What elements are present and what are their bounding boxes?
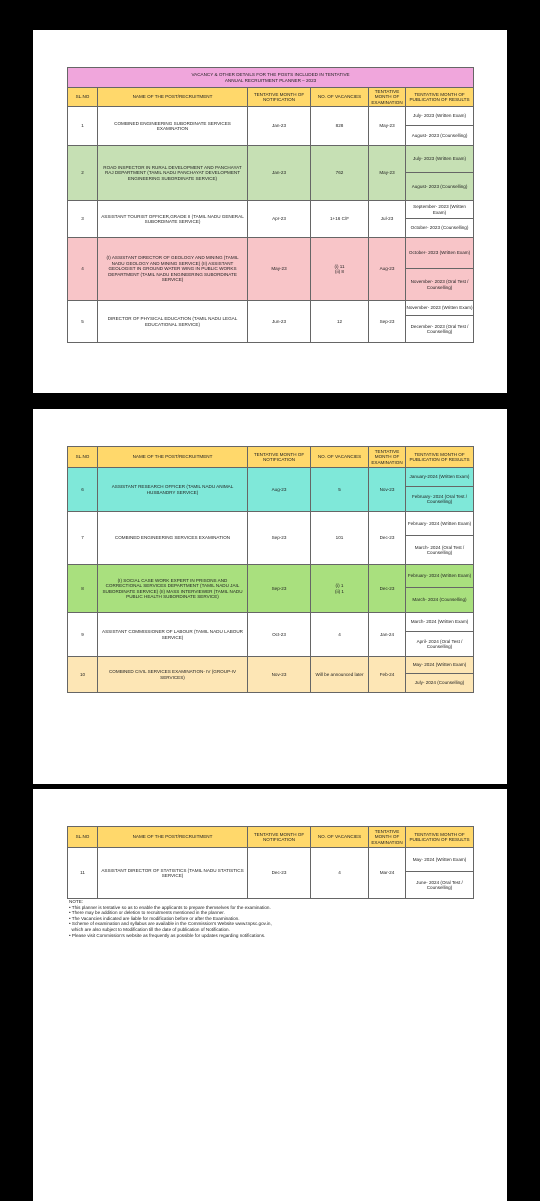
header-results: TENTATIVE MONTH OF PUBLICATION OF RESULTS	[406, 447, 474, 468]
result-counselling: August- 2023 (Counselling)	[411, 183, 468, 189]
row-slno: 4	[68, 238, 98, 301]
row-notification: Jan-23	[248, 107, 311, 146]
header-post: NAME OF THE POST/RECRUITMENT	[98, 447, 248, 468]
row-exam: Sep-23	[369, 301, 406, 343]
header-exam: TENTATIVE MONTH OF EXAMINATION	[369, 88, 406, 107]
note-item: which are also subject to Modification till the date of publication of Notification.	[69, 926, 230, 932]
row-slno: 3	[68, 201, 98, 238]
row-post: DIRECTOR OF PHYSICAL EDUCATION (TAMIL NADU LEGAL EDUCATIONAL SERVICE)	[98, 301, 248, 343]
row-results	[406, 301, 474, 343]
result-counselling: March- 2024 (Counselling)	[412, 597, 467, 603]
row-exam: Jan-24	[369, 613, 406, 657]
header-exam: TENTATIVE MONTH OF EXAMINATION	[369, 447, 406, 468]
table-row	[68, 613, 474, 657]
header-slno: SL.NO	[68, 88, 98, 107]
row-vacancies: 762	[311, 146, 369, 201]
header-slno: SL.NO	[68, 447, 98, 468]
result-written: May- 2024 (Written Exam)	[406, 848, 473, 872]
result-written: November- 2023 (Written Exam)	[406, 301, 473, 316]
row-vacancies: 4	[311, 848, 369, 899]
row-exam: Mar-24	[369, 848, 406, 899]
result-written: February- 2024 (Written Exam)	[406, 565, 473, 588]
table-row	[68, 848, 474, 899]
row-post: (I) ASSISTANT DIRECTOR OF GEOLOGY AND MINING (TAMIL NADU GEOLOGY AND MINING SERVICE) (II) ASSISTANT GEOLOGIST IN GROUND WATER WING IN PUBLIC WORKS DEPARTMENT (TAMIL NADU ENGINEERING SUBORDINATE SERVICE)	[98, 238, 248, 301]
row-vacancies: 5	[311, 468, 369, 512]
table-row	[68, 468, 474, 512]
row-post: COMBINED ENGINEERING SUBORDINATE SERVICES EXAMINATION	[98, 107, 248, 146]
table-header-row	[68, 827, 474, 848]
row-vacancies: (i) 1 (ii) 1	[311, 565, 369, 613]
row-notification: Apr-23	[248, 201, 311, 238]
row-notification: Jun-23	[248, 301, 311, 343]
note-item: • Scheme of examination and syllabus are available in the Commission's Website www.tnpsc.gov.in,	[69, 921, 272, 927]
row-notification: Jan-23	[248, 146, 311, 201]
row-slno: 7	[68, 512, 98, 565]
row-exam: Dec-23	[369, 512, 406, 565]
table-row	[68, 146, 474, 201]
row-notification: May-23	[248, 238, 311, 301]
row-notification: Sep-23	[248, 565, 311, 613]
notes-section	[69, 899, 489, 938]
row-notification: Oct-23	[248, 613, 311, 657]
recruitment-table-part-3	[67, 826, 474, 899]
result-counselling: October- 2023 (Counselling)	[410, 225, 469, 231]
header-exam: TENTATIVE MONTH OF EXAMINATION	[369, 827, 406, 848]
notes-title: NOTE:	[69, 899, 84, 904]
table-row	[68, 238, 474, 301]
note-item: • Please visit Commission's website as frequently as possible for updates regarding notifications.	[69, 932, 266, 938]
row-exam: Feb-24	[369, 657, 406, 693]
result-written: September- 2023 (Written Exam)	[406, 201, 473, 219]
document-page-3	[33, 789, 507, 1201]
row-slno: 2	[68, 146, 98, 201]
header-vacancies: NO. OF VACANCIES	[311, 827, 369, 848]
result-counselling: August- 2023 (Counselling)	[411, 132, 468, 138]
table-row	[68, 512, 474, 565]
row-slno: 6	[68, 468, 98, 512]
row-slno: 9	[68, 613, 98, 657]
row-results	[406, 613, 474, 657]
table-row	[68, 565, 474, 613]
row-post: ASSISTANT DIRECTOR OF STATISTICS (TAMIL NADU STATISTICS SERVICE)	[98, 848, 248, 899]
result-written: March- 2024 (Written Exam)	[406, 613, 473, 632]
row-vacancies: 828	[311, 107, 369, 146]
recruitment-table-part-1	[67, 67, 474, 343]
result-written: July- 2023 (Written Exam)	[406, 107, 473, 126]
header-post: NAME OF THE POST/RECRUITMENT	[98, 827, 248, 848]
recruitment-table-part-2	[67, 446, 474, 693]
header-vacancies: NO. OF VACANCIES	[311, 88, 369, 107]
row-vacancies: 101	[311, 512, 369, 565]
row-results	[406, 146, 474, 201]
row-exam: Jul-23	[369, 201, 406, 238]
result-oral-test: March- 2024 (Oral Test / Counselling)	[414, 544, 465, 555]
row-results	[406, 848, 474, 899]
row-notification: Nov-23	[248, 657, 311, 693]
header-slno: SL.NO	[68, 827, 98, 848]
result-oral-test: December- 2023 (Oral Test / Counselling)	[410, 323, 469, 334]
row-slno: 5	[68, 301, 98, 343]
row-exam: May-23	[369, 146, 406, 201]
row-vacancies: 12	[311, 301, 369, 343]
header-post: NAME OF THE POST/RECRUITMENT	[98, 88, 248, 107]
row-results	[406, 238, 474, 301]
row-exam: Nov-23	[369, 468, 406, 512]
table-header-row	[68, 88, 474, 107]
row-exam: Dec-23	[369, 565, 406, 613]
row-results	[406, 657, 474, 693]
row-vacancies: 1+16 C/F	[311, 201, 369, 238]
result-oral-test: February- 2024 (Oral Test / Counselling)	[411, 493, 468, 504]
row-notification: Sep-23	[248, 512, 311, 565]
document-page-2	[33, 409, 507, 784]
row-results	[406, 107, 474, 146]
row-post: COMBINED ENGINEERING SERVICES EXAMINATION	[98, 512, 248, 565]
result-oral-test: June- 2024 (Oral Test / Counselling)	[416, 879, 463, 890]
result-written: January-2024 (Written Exam)	[406, 468, 473, 487]
result-written: October- 2023 (Written Exam)	[406, 238, 473, 269]
header-results: TENTATIVE MONTH OF PUBLICATION OF RESULTS	[406, 827, 474, 848]
row-results	[406, 201, 474, 238]
result-written: May- 2024 (Written Exam)	[406, 657, 473, 674]
result-written: July- 2023 (Written Exam)	[406, 146, 473, 173]
header-notification: TENTATIVE MONTH OF NOTIFICATION	[248, 88, 311, 107]
row-post: ASSISTANT COMMISSIONER OF LABOUR (TAMIL NADU LABOUR SERVICE)	[98, 613, 248, 657]
row-exam: May-23	[369, 107, 406, 146]
note-item: • This planner is tentative so as to enable the applicants to prepare themselves for the examination.	[69, 904, 271, 910]
result-oral-test: November- 2023 (Oral Test / Counselling)	[410, 279, 469, 290]
header-notification: TENTATIVE MONTH OF NOTIFICATION	[248, 827, 311, 848]
row-results	[406, 565, 474, 613]
document-page-1	[33, 30, 507, 393]
row-results	[406, 468, 474, 512]
row-notification: Aug-23	[248, 468, 311, 512]
row-vacancies: Will be announced later	[311, 657, 369, 693]
result-counselling: July- 2024 (Counselling)	[414, 680, 465, 686]
header-results: TENTATIVE MONTH OF PUBLICATION OF RESULTS	[406, 88, 474, 107]
table-row	[68, 301, 474, 343]
row-slno: 10	[68, 657, 98, 693]
row-post: ASSISTANT TOURIST OFFICER,GRADE II (TAMIL NADU GENERAL SUBORDINATE SERVICE)	[98, 201, 248, 238]
header-notification: TENTATIVE MONTH OF NOTIFICATION	[248, 447, 311, 468]
table-row	[68, 657, 474, 693]
note-item: • The Vacancies indicated are liable for modification before or after the Examination.	[69, 915, 240, 921]
table-row	[68, 107, 474, 146]
row-post: COMBINED CIVIL SERVICES EXAMINATION- IV (GROUP-IV SERVICES)	[98, 657, 248, 693]
row-post: (I) SOCIAL CASE WORK EXPERT IN PRISONS AND CORRECTIONAL SERVICES DEPARTMENT (TAMIL NADU JAIL SUBORDINATE SERVICE) (II) MASS INTERVIEWER (TAMIL NADU PUBLIC HEALTH SUBORDINATE SERVICE)	[98, 565, 248, 613]
row-notification: Dec-23	[248, 848, 311, 899]
row-post: ROAD INSPECTOR IN RURAL DEVELOPMENT AND PANCHAYAT RAJ DEPARTMENT (TAMIL NADU PANCHAYAT DEVELOPMENT ENGINEERING SUBORDINATE SERVICE)	[98, 146, 248, 201]
row-slno: 11	[68, 848, 98, 899]
result-written: February- 2024 (Written Exam)	[406, 512, 473, 536]
result-oral-test: April- 2024 (Oral Test / Counselling)	[416, 638, 463, 649]
table-header-row	[68, 447, 474, 468]
table-banner: VACANCY & OTHER DETAILS FOR THE POSTS INCLUDED IN TENTATIVE ANNUAL RECRUITMENT PLANNER – 2023	[68, 68, 474, 88]
table-row	[68, 201, 474, 238]
row-exam: Aug-23	[369, 238, 406, 301]
row-vacancies: 4	[311, 613, 369, 657]
row-vacancies: (i) 11 (ii) 8	[311, 238, 369, 301]
row-slno: 1	[68, 107, 98, 146]
header-vacancies: NO. OF VACANCIES	[311, 447, 369, 468]
row-slno: 8	[68, 565, 98, 613]
row-post: ASSISTANT RESEARCH OFFICER (TAMIL NADU ANIMAL HUSBANDRY SERVICE)	[98, 468, 248, 512]
note-item: • There may be addition or deletion to recruitments mentioned in the planner.	[69, 910, 225, 916]
row-results	[406, 512, 474, 565]
